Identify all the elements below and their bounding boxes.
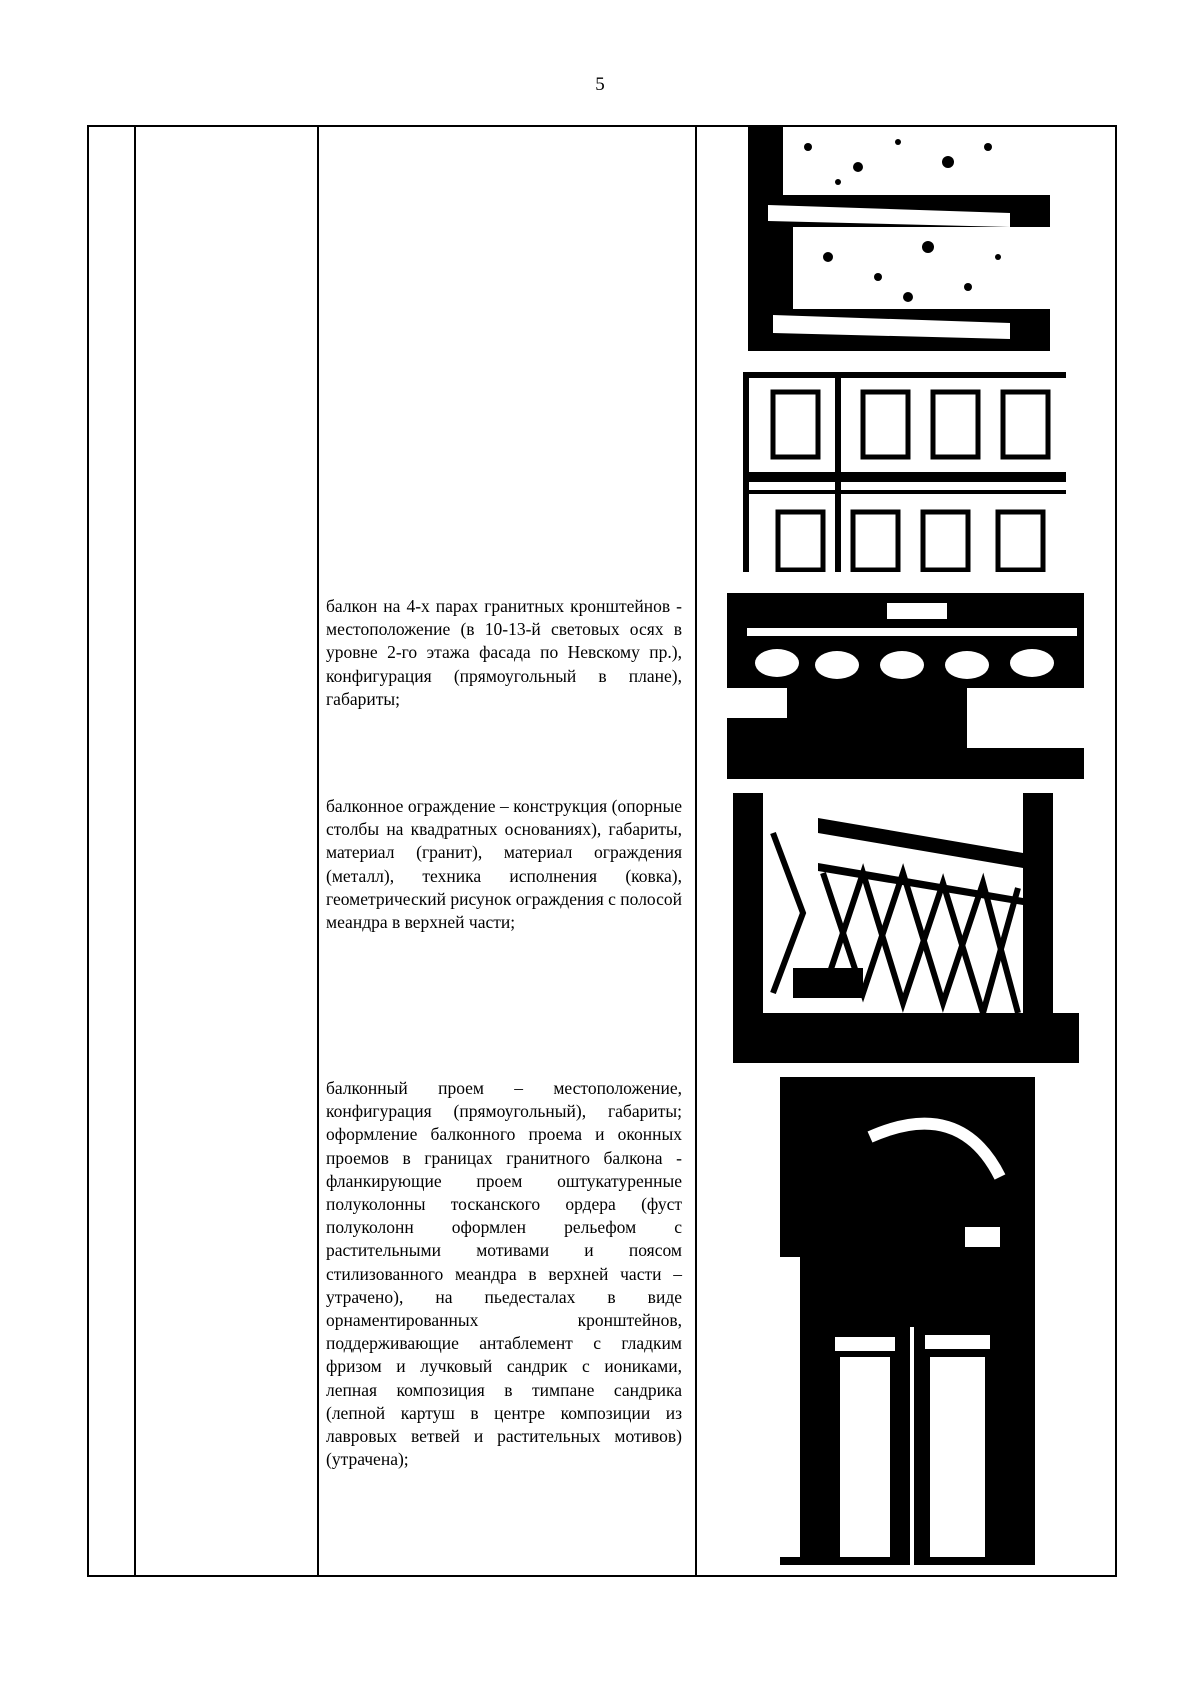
page-number: 5 [595,74,605,95]
photo-facade-windows [743,372,1066,572]
entry-opening-text: балконный проем – местоположение, конфигурация (прямоугольный), габариты; оформление балконного проема и оконных проемов в границах гранитного балкона - фланкирующие проем оштукатуренные полуколонны тосканского ордера (фуст полуколонн оформлен рельефом с растительными мотивами и поясом стилизованного меандра в верхней части – утрачено), на пьедесталах в виде орнаментированных кронштейнов, поддерживающие антаблемент с гладким фризом и лучковый сандрик с иониками, лепная композиция в тимпане сандрика (лепной картуш в центре композиции из лавровых ветвей и растительных мотивов) (утрачена); [326,1078,682,1470]
column-divider-3 [695,127,697,1575]
column-divider-1 [134,127,136,1575]
photo-balcony-brackets [727,593,1084,779]
column-divider-2 [317,127,319,1575]
photo-granite-detail [748,127,1050,351]
photo-balcony-opening [780,1077,1035,1565]
entry-railing-text: балконное ограждение – конструкция (опорные столбы на квадратных основаниях), габариты, материал (гранит), материал ограждения (металл), техника исполнения (ковка), геометрический рисунок ограждения с полосой меандра в верхней части; [326,796,682,933]
photo-railing-meander [733,793,1079,1063]
entry-balcony-text: балкон на 4-х парах гранитных кронштейнов - местоположение (в 10-13-й световых осях в уровне 2-го этажа фасада по Невскому пр.), конфигурация (прямоугольный в плане), габариты; [326,596,682,709]
